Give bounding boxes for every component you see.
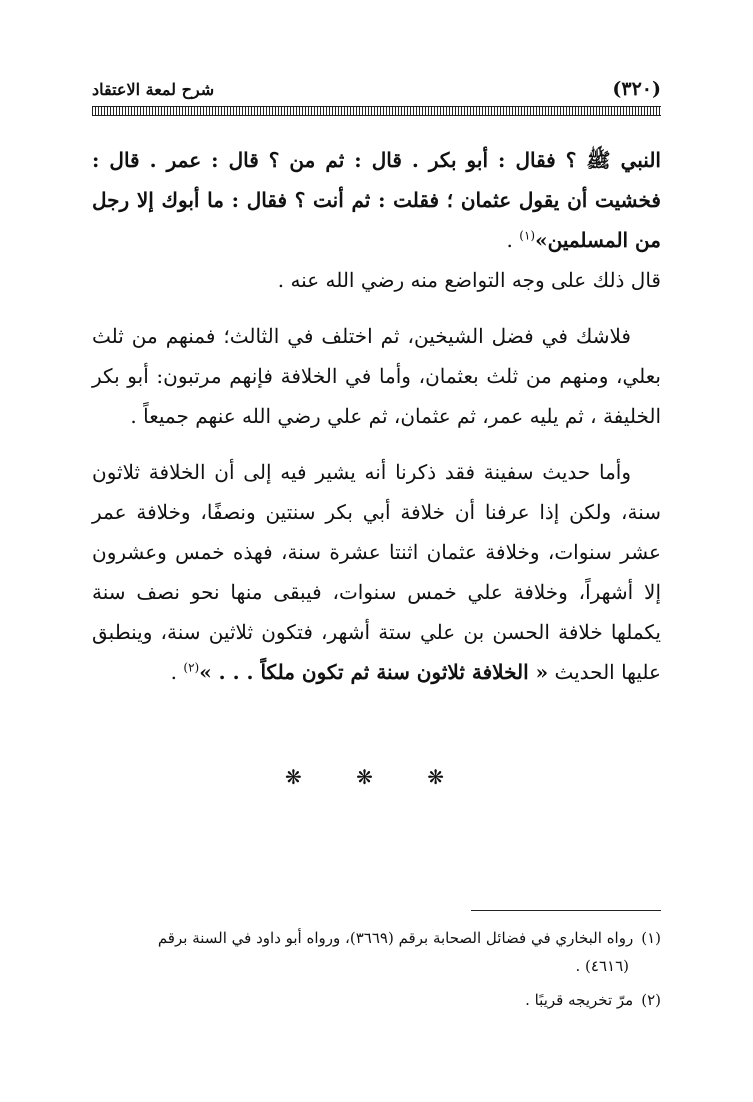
page-header (92, 72, 661, 106)
footnote-1 (92, 924, 661, 980)
footnote-1-continuation: (٤٦١٦) . (575, 957, 629, 975)
footnote-1-number: (١) (641, 929, 661, 947)
paragraph-3 (92, 452, 661, 692)
paragraph-3-tail: . (170, 660, 184, 684)
paragraph-1-tail: . (506, 228, 520, 252)
footnote-2 (92, 986, 661, 1014)
book-title: شرح لمعة الاعتقاد (92, 80, 215, 99)
paragraph-1 (92, 140, 661, 300)
header-rule (92, 106, 661, 116)
paragraph-3-text: وأما حديث سفينة فقد ذكرنا أنه يشير فيه إلى أن الخلافة ثلاثون سنة، ولكن إذا عرفنا أن خلافة أبي بكر سنتين ونصفًا، وخلافة عمر عشر سنوات، وخلافة عثمان اثنتا عشرة سنة، فهذه خمس وعشرون إلا أشهراً، وخلافة علي خمس سنوات، فيبقى منها نحو نصف سنة يكملها خلافة الحسن بن علي ستة أشهر، فتكون ثلاثين سنة، وينطبق عليها الحديث (92, 460, 661, 684)
hadith-quote: النبي ﷺ ؟ فقال : أبو بكر . قال : ثم من ؟ قال : عمر . قال : فخشيت أن يقول عثمان ؛ فقلت : ثم أنت ؟ فقال : ما أبوك إلا رجل من المسلمين» (92, 148, 661, 252)
footnote-2-number: (٢) (641, 991, 661, 1009)
main-text (92, 140, 661, 708)
paragraph-1-comment: قال ذلك على وجه التواضع منه رضي الله عنه . (277, 268, 661, 292)
footnote-ref-1[interactable]: (١) (519, 228, 536, 243)
page-number: (٣٢٠) (612, 78, 661, 100)
footnote-1-text: رواه البخاري في فضائل الصحابة برقم (٣٦٦٩)، ورواه أبو داود في السنة برقم (157, 929, 634, 947)
footnote-2-text: مرّ تخريجه قريبًا . (525, 991, 634, 1009)
section-separator: ❋ ❋ ❋ (285, 765, 468, 789)
footnote-ref-2[interactable]: (٢) (183, 660, 200, 675)
footnote-rule (471, 910, 661, 911)
hadith-khilafa: « الخلافة ثلاثون سنة ثم تكون ملكاً . . . » (199, 660, 549, 684)
footnotes (92, 924, 661, 1020)
paragraph-2: فلاشك في فضل الشيخين، ثم اختلف في الثالث؛ فمنهم من ثلث بعلي، ومنهم من ثلث بعثمان، وأما في الخلافة فإنهم مرتبون: أبو بكر الخليفة ، ثم يليه عمر، ثم عثمان، ثم علي رضي الله عنهم جميعاً . (92, 324, 661, 428)
